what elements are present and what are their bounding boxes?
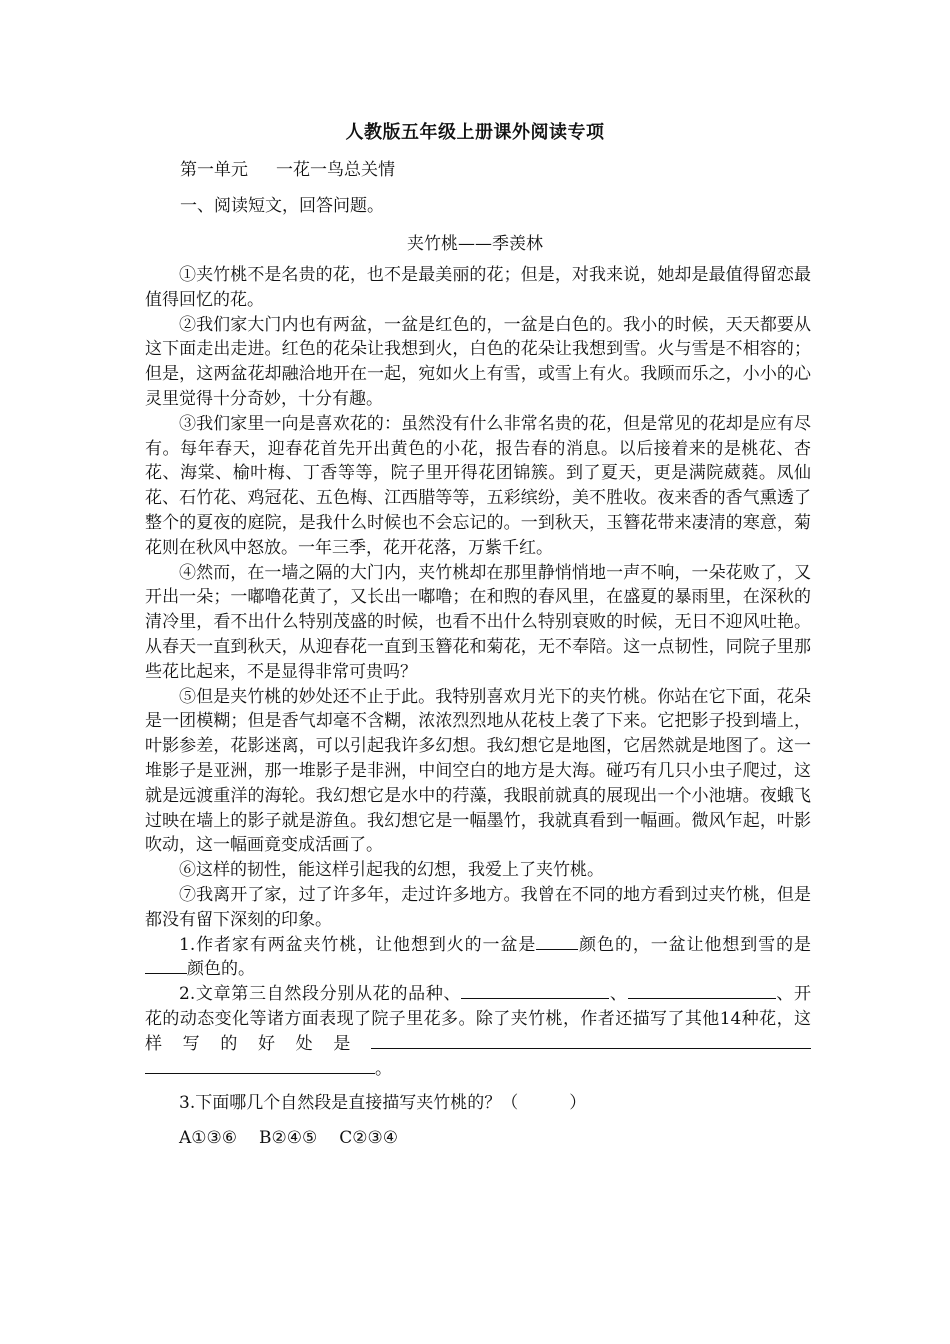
paragraph-2: ②我们家大门内也有两盆，一盆是红色的，一盆是白色的。我小的时候，天天都要从这下面走出走进。红色的花朵让我想到火，白色的花朵让我想到雪。火与雪是不相容的；但是，这两盆花却融洽地开在一起，宛如火上有雪，或雪上有火。我顾而乐之，小小的心灵里觉得十分奇妙，十分有趣。 bbox=[145, 314, 811, 409]
document-title: 人教版五年级上册课外阅读专项 bbox=[345, 122, 605, 143]
question-1-part1: 1.作者家有两盆夹竹桃，让他想到火的一盆是 bbox=[179, 934, 537, 955]
unit-heading bbox=[180, 155, 395, 180]
paragraph-4: ④然而，在一墙之隔的大门内，夹竹桃却在那里静悄悄地一声不响，一朵花败了，又开出一朵；一嘟噜花黄了，又长出一嘟噜；在和煦的春风里，在盛夏的暴雨里，在深秋的清冷里，看不出什么特别茂盛的时候，也看不出什么特别衰败的时候，无日不迎风吐艳。从春天一直到秋天，从迎春花一直到玉簪花和菊花，无不奉陪。这一点韧性，同院子里那些花比起来，不是显得非常可贵吗？ bbox=[145, 562, 811, 682]
answer-blank-fire-color[interactable] bbox=[536, 935, 578, 950]
choice-c[interactable]: C②③④ bbox=[339, 1128, 398, 1149]
section-instruction: 一、阅读短文，回答问题。 bbox=[180, 196, 384, 216]
question-1-part3: 颜色的。 bbox=[187, 959, 255, 980]
article-title: 夹竹桃——季羡林 bbox=[407, 234, 543, 254]
question-2-end: 。 bbox=[375, 1058, 392, 1079]
question-2-part2: 、开花的动态变化等诸方面表现了院子里花多。除了夹竹桃，作者还描写了其他14种花，这样写的好处是 bbox=[145, 984, 812, 1054]
choice-a[interactable]: A①③⑥ bbox=[179, 1128, 237, 1149]
question-2-part1: 2.文章第三自然段分别从花的品种、 bbox=[179, 984, 462, 1005]
question-2-separator: 、 bbox=[609, 984, 628, 1005]
answer-blank-aspect-1[interactable] bbox=[461, 984, 609, 999]
paragraph-1: ①夹竹桃不是名贵的花，也不是最美丽的花；但是，对我来说，她却是最值得留恋最值得回忆的花。 bbox=[145, 265, 811, 310]
answer-blank-benefit[interactable] bbox=[371, 1034, 811, 1049]
question-1 bbox=[145, 933, 811, 983]
paragraph-5: ⑤但是夹竹桃的妙处还不止于此。我特别喜欢月光下的夹竹桃。你站在它下面，花朵是一团模糊；但是香气却毫不含糊，浓浓烈烈地从花枝上袭了下来。它把影子投到墙上，叶影参差，花影迷离，可以引起我许多幻想。我幻想它是地图，它居然就是地图了。这一堆影子是亚洲，那一堆影子是非洲，中间空白的地方是大海。碰巧有几只小虫子爬过，这就是远渡重洋的海轮。我幻想它是水中的荇藻，我眼前就真的展现出一个小池塘。夜蛾飞过映在墙上的影子就是游鱼。我幻想它是一幅墨竹，我就真看到一幅画。微风乍起，叶影吹动，这一幅画竟变成活画了。 bbox=[145, 686, 811, 856]
answer-blank-benefit-cont[interactable] bbox=[145, 1059, 375, 1074]
question-3: 3.下面哪几个自然段是直接描写夹竹桃的？（ ） bbox=[179, 1093, 587, 1114]
unit-name: 一花一鸟总关情 bbox=[276, 160, 395, 180]
paragraph-3: ③我们家里一向是喜欢花的：虽然没有什么非常名贵的花，但是常见的花却是应有尽有。每年春天，迎春花首先开出黄色的小花，报告春的消息。以后接着来的是桃花、杏花、海棠、榆叶梅、丁香等等，院子里开得花团锦簇。到了夏天，更是满院葳蕤。凤仙花、石竹花、鸡冠花、五色梅、江西腊等等，五彩缤纷，美不胜收。夜来香的香气熏透了整个的夏夜的庭院，是我什么时候也不会忘记的。一到秋天，玉簪花带来凄清的寒意，菊花则在秋风中怒放。一年三季，花开花落，万紫千红。 bbox=[145, 413, 811, 558]
question-1-part2: 颜色的，一盆让他想到雪的是 bbox=[578, 934, 811, 955]
answer-blank-snow-color[interactable] bbox=[145, 959, 187, 974]
question-3-choices bbox=[145, 1126, 811, 1151]
question-2 bbox=[145, 982, 811, 1081]
answer-blank-aspect-2[interactable] bbox=[628, 984, 776, 999]
unit-label: 第一单元 bbox=[180, 160, 248, 180]
paragraph-7: ⑦我离开了家，过了许多年，走过许多地方。我曾在不同的地方看到过夹竹桃，但是都没有留下深刻的印象。 bbox=[145, 884, 811, 930]
paragraph-6: ⑥这样的韧性，能这样引起我的幻想，我爱上了夹竹桃。 bbox=[179, 860, 604, 881]
article-body bbox=[145, 263, 811, 1151]
choice-b[interactable]: B②④⑤ bbox=[259, 1128, 318, 1149]
